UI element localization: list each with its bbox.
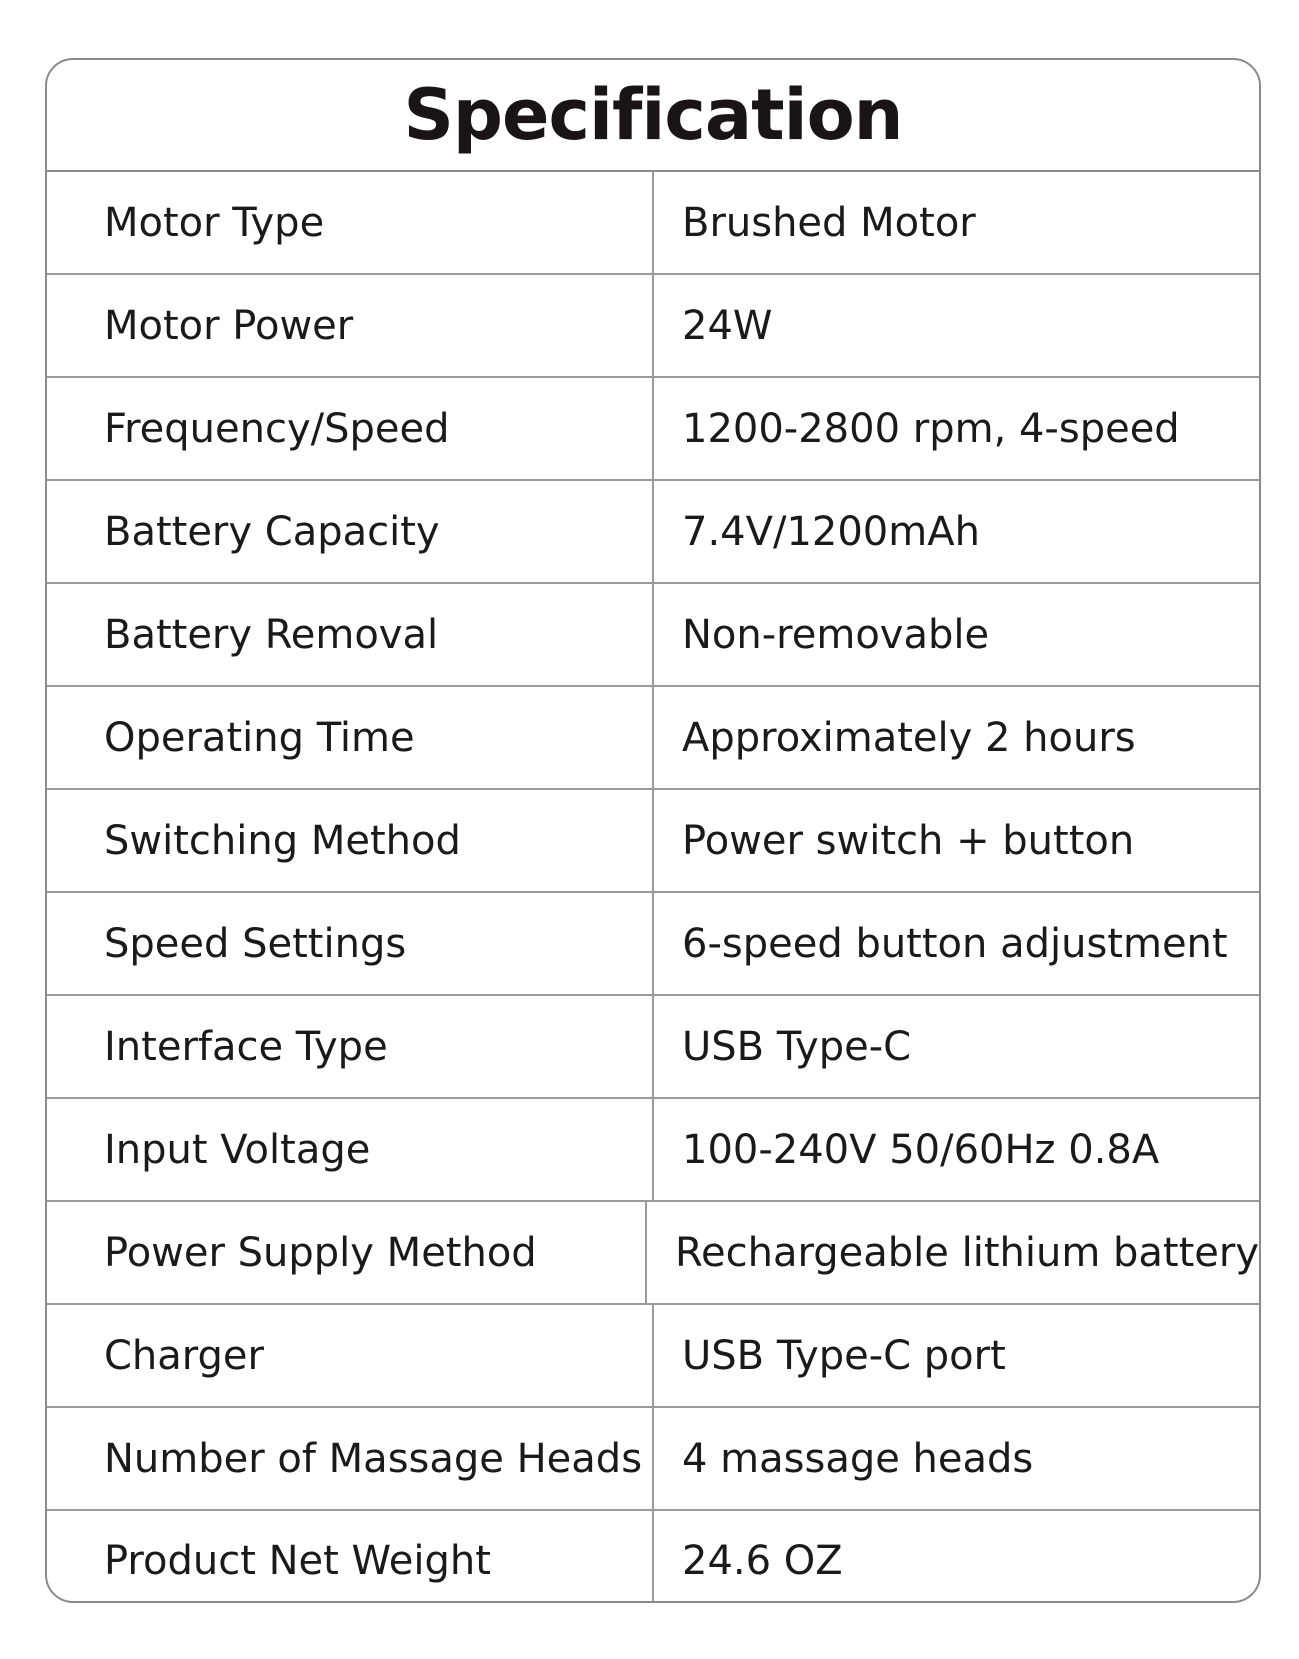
spec-label: Operating Time [47,687,654,788]
spec-value: Brushed Motor [682,199,976,246]
spec-table [47,172,1259,1603]
table-row [47,687,1259,790]
spec-label: Product Net Weight [47,1511,654,1603]
spec-label: Switching Method [47,790,654,891]
spec-label: Battery Removal [47,584,654,685]
spec-label: Motor Type [47,172,654,273]
spec-value: USB Type-C port [682,1332,1006,1379]
spec-label: Input Voltage [47,1099,654,1200]
table-row [47,172,1259,275]
spec-label: Number of Massage Heads [47,1408,654,1509]
spec-value: 1200-2800 rpm, 4-speed [682,405,1180,452]
spec-label: Power Supply Method [47,1202,647,1303]
spec-value: Approximately 2 hours [682,714,1136,761]
table-row [47,481,1259,584]
spec-value: Power switch + button [682,817,1135,864]
table-row [47,1408,1259,1511]
table-row [47,1305,1259,1408]
table-row [47,378,1259,481]
table-row [47,996,1259,1099]
spec-value: 7.4V/1200mAh [682,508,980,555]
spec-label: Interface Type [47,996,654,1097]
table-row [47,275,1259,378]
spec-value: 4 massage heads [682,1435,1034,1482]
spec-label: Frequency/Speed [47,378,654,479]
spec-label: Charger [47,1305,654,1406]
table-row [47,1511,1259,1603]
table-row [47,893,1259,996]
spec-value: 24W [682,302,773,349]
table-row [47,1099,1259,1202]
specification-card [45,58,1261,1603]
page-title: Specification [47,60,1259,172]
table-row [47,584,1259,687]
spec-value: 6-speed button adjustment [682,920,1228,967]
spec-label: Speed Settings [47,893,654,994]
table-row [47,1202,1259,1305]
spec-value: 100-240V 50/60Hz 0.8A [682,1126,1160,1173]
spec-value: USB Type-C [682,1023,912,1070]
table-row [47,790,1259,893]
spec-label: Battery Capacity [47,481,654,582]
spec-value: Rechargeable lithium battery [675,1229,1259,1276]
spec-label: Motor Power [47,275,654,376]
spec-value: Non-removable [682,611,990,658]
spec-value: 24.6 OZ [682,1538,843,1584]
